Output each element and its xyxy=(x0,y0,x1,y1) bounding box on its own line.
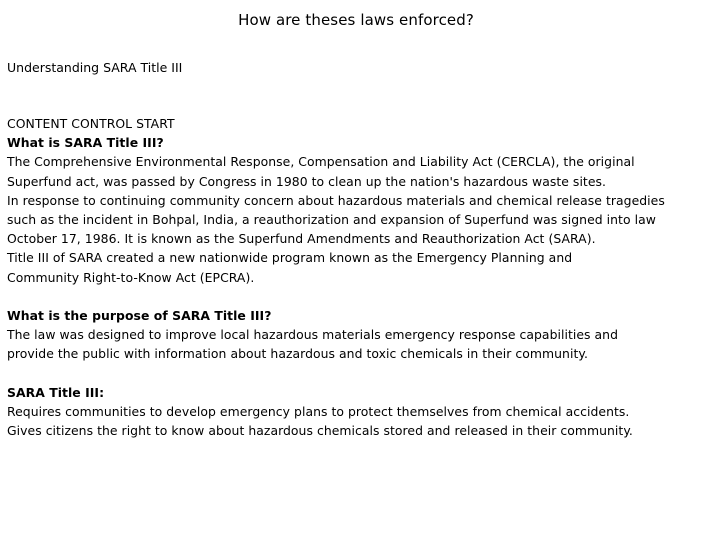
paragraph-line: such as the incident in Bohpal, India, a reauthorization and expansion of Superfund was signed into law xyxy=(7,212,656,228)
paragraph-line: Requires communities to develop emergency plans to protect themselves from chemical accidents. xyxy=(7,404,630,420)
paragraph-line: Superfund act, was passed by Congress in 1980 to clean up the nation's hazardous waste sites. xyxy=(7,173,607,189)
paragraph-line: The law was designed to improve local hazardous materials emergency response capabilities and xyxy=(7,327,618,343)
paragraph-line: provide the public with information about hazardous and toxic chemicals in their community. xyxy=(7,346,588,362)
paragraph-line: The Comprehensive Environmental Response, Compensation and Liability Act (CERCLA), the original xyxy=(7,154,635,170)
spacer xyxy=(7,287,707,306)
paragraph-line: October 17, 1986. It is known as the Superfund Amendments and Reauthorization Act (SARA). xyxy=(7,231,596,247)
paragraph-line: In response to continuing community concern about hazardous materials and chemical release tragedies xyxy=(7,192,665,208)
content-body xyxy=(7,114,707,440)
section-heading-sara-title-iii: SARA Title III: xyxy=(7,384,105,400)
paragraph-line: Community Right-to-Know Act (EPCRA). xyxy=(7,269,255,285)
content-control-marker: CONTENT CONTROL START xyxy=(7,116,175,131)
paragraph-line: Gives citizens the right to know about hazardous chemicals stored and released in their community. xyxy=(7,423,633,439)
slide-subtitle: Understanding SARA Title III xyxy=(7,60,183,75)
section-heading-what-is: What is SARA Title III? xyxy=(7,135,164,151)
slide-title: How are theses laws enforced? xyxy=(238,11,474,29)
paragraph-line: Title III of SARA created a new nationwide program known as the Emergency Planning and xyxy=(7,250,573,266)
section-heading-purpose: What is the purpose of SARA Title III? xyxy=(7,308,272,324)
spacer xyxy=(7,364,707,383)
